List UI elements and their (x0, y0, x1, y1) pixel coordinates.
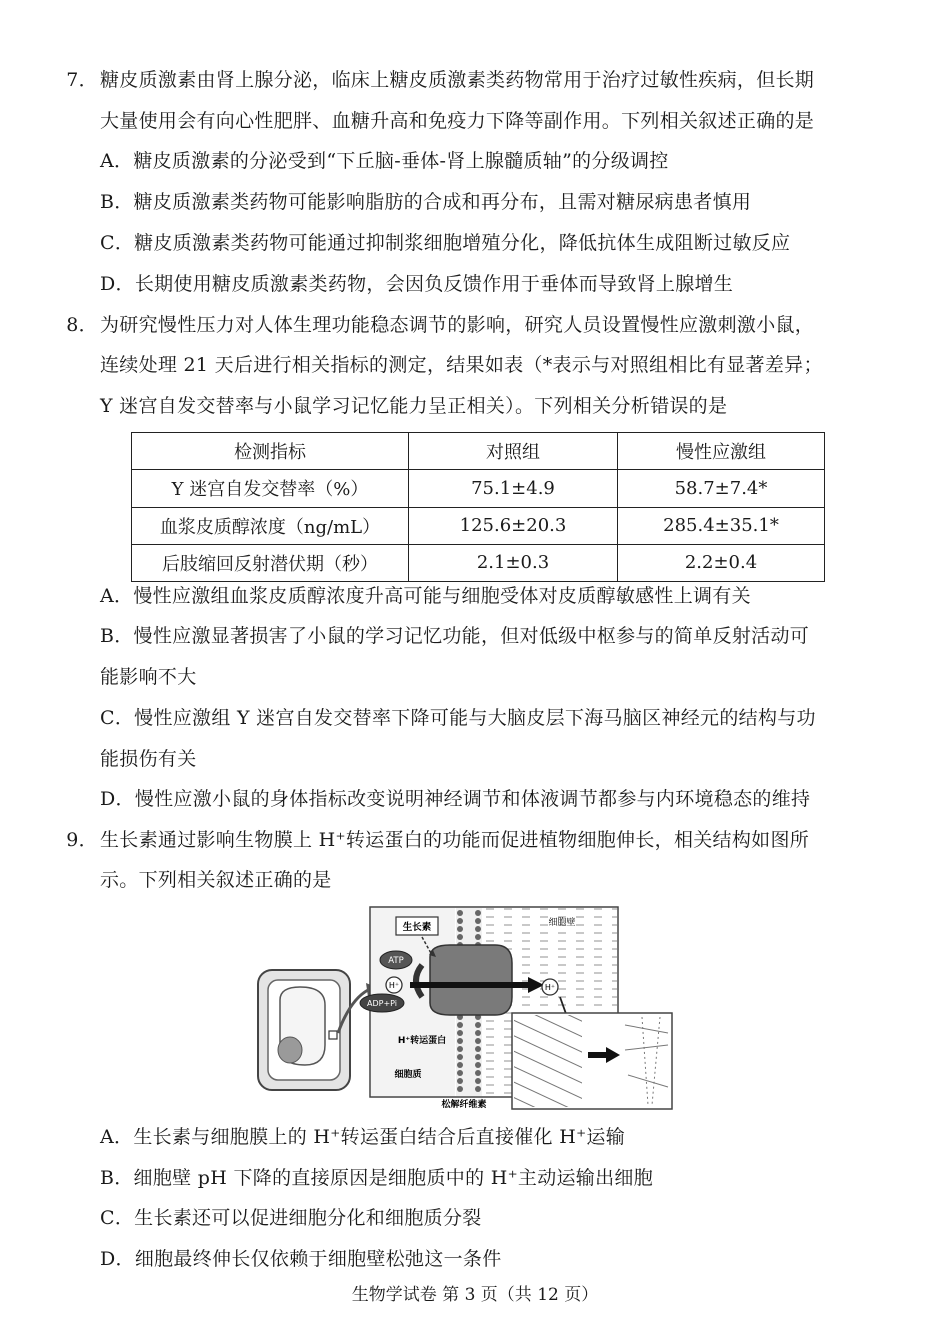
h-ion-outside-label: H⁺ (544, 983, 556, 992)
q7-number: 7． (66, 69, 98, 91)
q9-option-c[interactable]: C．生长素还可以促进细胞分化和细胞质分裂 (100, 1207, 482, 1229)
q8-option-a[interactable]: A．慢性应激组血浆皮质醇浓度升高可能与细胞受体对皮质醇敏感性上调有关 (100, 585, 751, 607)
q8-stem-line-1: 8． 为研究慢性压力对人体生理功能稳态调节的影响，研究人员设置慢性应激刺激小鼠， (64, 312, 814, 338)
table-cell: 2.2±0.4 (618, 544, 825, 581)
cellulose-fiber-inset (512, 1013, 672, 1109)
q8-data-table (131, 432, 825, 582)
table-cell: 血浆皮质醇浓度（ng/mL） (132, 507, 409, 544)
auxin-label: 生长素 (402, 922, 432, 933)
table-cell: 58.7±7.4* (618, 470, 825, 507)
q9-number: 9． (66, 829, 98, 851)
transporter-label: H⁺转运蛋白 (397, 1036, 447, 1046)
table-row (132, 507, 825, 544)
q7-stem-line-1: 7． 糖皮质激素由肾上腺分泌，临床上糖皮质激素类药物常用于治疗过敏性疾病，但长期 (64, 67, 814, 93)
q9-option-a[interactable]: A．生长素与细胞膜上的 H⁺转运蛋白结合后直接催化 H⁺运输 (100, 1126, 625, 1148)
q8-option-d[interactable]: D．慢性应激小鼠的身体指标改变说明神经调节和体液调节都参与内环境稳态的维持 (100, 788, 811, 810)
q8-option-b[interactable]: B．慢性应激显著损害了小鼠的学习记忆功能，但对低级中枢参与的简单反射活动可 (100, 625, 810, 647)
table-header-row (132, 433, 825, 470)
adp-pi-label: ADP+Pi (366, 999, 398, 1008)
q7-option-c[interactable]: C．糖皮质激素类药物可能通过抑制浆细胞增殖分化，降低抗体生成阻断过敏反应 (100, 232, 791, 254)
q9-stem-line-1: 9． 生长素通过影响生物膜上 H⁺转运蛋白的功能而促进植物细胞伸长，相关结构如图所 (64, 827, 809, 853)
h-transporter-protein (416, 945, 512, 1015)
q9-option-d[interactable]: D．细胞最终伸长仅依赖于细胞壁松弛这一条件 (100, 1248, 502, 1270)
table-cell: 2.1±0.3 (409, 544, 618, 581)
q9-stem-line-2: 示。下列相关叙述正确的是 (100, 869, 332, 891)
table-row (132, 544, 825, 581)
expansin-label: 松解纤维素 (441, 1100, 487, 1110)
table-cell: 75.1±4.9 (409, 470, 618, 507)
q9-option-b[interactable]: B．细胞壁 pH 下降的直接原因是细胞质中的 H⁺主动运输出细胞 (100, 1167, 654, 1189)
auxin-h-transport-figure (250, 905, 680, 1115)
q7-stem-line-2: 大量使用会有向心性肥胖、血糖升高和免疫力下降等副作用。下列相关叙述正确的是 (100, 110, 815, 132)
plant-cell-icon (258, 970, 376, 1090)
cell-wall-label: 细胞壁 (548, 918, 576, 928)
table-cell: 125.6±20.3 (409, 507, 618, 544)
q8-option-c[interactable]: C．慢性应激组 Y 迷宫自发交替率下降可能与大脑皮层下海马脑区神经元的结构与功 (100, 707, 816, 729)
cytoplasm-label: 细胞质 (394, 1070, 422, 1080)
page-footer: 生物学试卷 第 3 页（共 12 页） (351, 1285, 599, 1305)
q8-option-b-cont: 能影响不大 (100, 666, 197, 688)
table-cell: 后肢缩回反射潜伏期（秒） (132, 544, 409, 581)
table-header-cell: 慢性应激组 (618, 433, 825, 470)
q7-option-a[interactable]: A．糖皮质激素的分泌受到“下丘脑-垂体-肾上腺髓质轴”的分级调控 (100, 150, 669, 172)
q8-option-c-cont: 能损伤有关 (100, 748, 197, 770)
table-cell: Y 迷宫自发交替率（%） (132, 470, 409, 507)
q8-stem-line-3: Y 迷宫自发交替率与小鼠学习记忆能力呈正相关）。下列相关分析错误的是 (100, 395, 728, 417)
table-header-cell: 对照组 (409, 433, 618, 470)
q7-option-b[interactable]: B．糖皮质激素类药物可能影响脂肪的合成和再分布，且需对糖尿病患者慎用 (100, 191, 752, 213)
table-cell: 285.4±35.1* (618, 507, 825, 544)
q7-option-d[interactable]: D．长期使用糖皮质激素类药物，会因负反馈作用于垂体而导致肾上腺增生 (100, 273, 734, 295)
atp-label: ATP (388, 956, 404, 966)
table-row (132, 470, 825, 507)
h-ion-inside-label: H⁺ (388, 981, 400, 990)
q8-number: 8． (66, 314, 98, 336)
q8-stem-line-2: 连续处理 21 天后进行相关指标的测定，结果如表（*表示与对照组相比有显著差异； (100, 354, 823, 376)
table-header-cell: 检测指标 (132, 433, 409, 470)
